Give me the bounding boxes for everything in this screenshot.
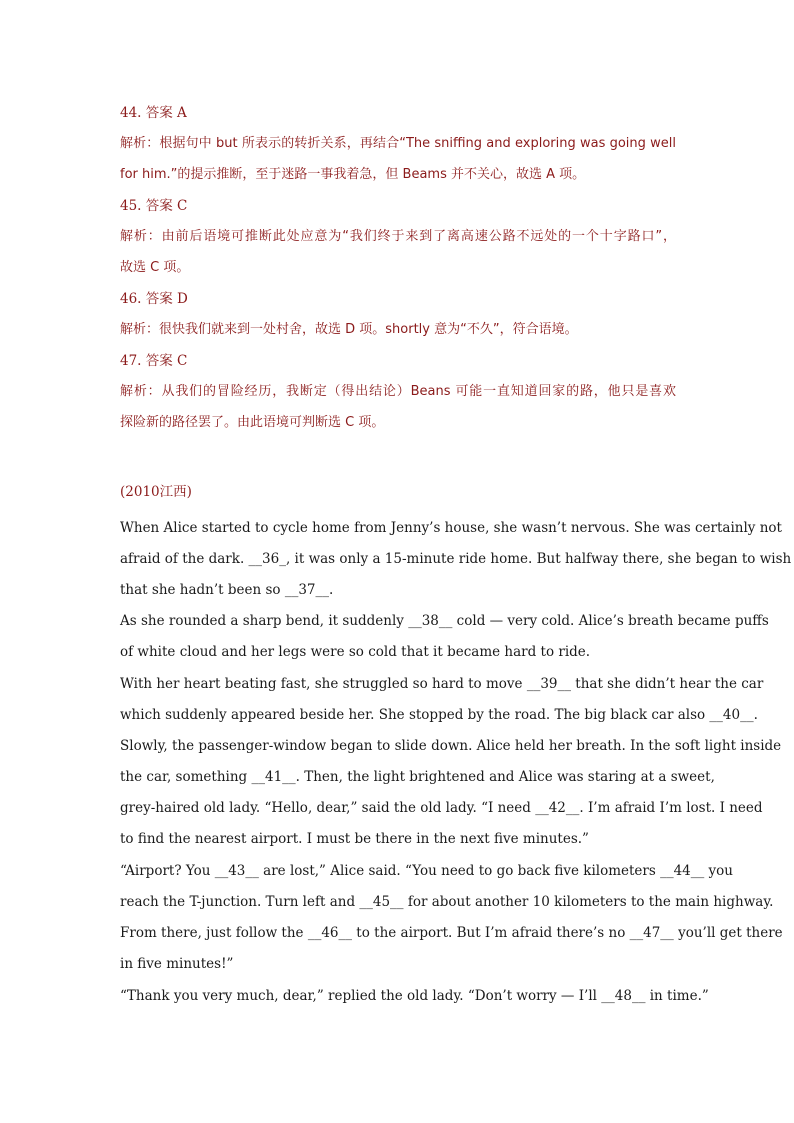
passage-line: With her heart beating fast, she struggled so hard to move __39__ that she didn’t hear the car — [120, 676, 764, 692]
passage-source: (2010江西) — [120, 484, 192, 500]
answer-45-heading: 45. 答案 C — [120, 198, 188, 214]
passage-line: As she rounded a sharp bend, it suddenly __38__ cold — very cold. Alice’s breath became puffs — [120, 613, 769, 629]
passage-line: “Airport? You __43__ are lost,” Alice said. “You need to go back five kilometers __44__ you — [120, 863, 734, 879]
answer-47-explanation-line-2: 探险新的路径罢了。由此语境可判断选 C 项。 — [120, 415, 385, 430]
answer-45-explanation-line-1: 解析：由前后语境可推断此处应意为“我们终于来到了离高速公路不远处的一个十字路口”， — [120, 229, 676, 244]
passage-line: afraid of the dark. __36_, it was only a 15-minute ride home. But halfway there, she began to wish — [120, 551, 792, 567]
passage-line: “Thank you very much, dear,” replied the old lady. “Don’t worry — I’ll __48__ in time.” — [120, 988, 709, 1004]
passage-line: From there, just follow the __46__ to the airport. But I’m afraid there’s no __47__ you’ll get there — [120, 925, 783, 941]
passage-line: grey-haired old lady. “Hello, dear,” said the old lady. “I need __42__. I’m afraid I’m lost. I need — [120, 800, 763, 816]
answer-46-heading: 46. 答案 D — [120, 291, 188, 307]
passage-line: to find the nearest airport. I must be there in the next five minutes.” — [120, 831, 589, 847]
answer-44-explanation-line-1: 解析：根据句中 but 所表示的转折关系，再结合“The sniffing and exploring was going well — [120, 136, 676, 151]
passage-line: that she hadn’t been so __37__. — [120, 582, 334, 598]
answer-44-heading: 44. 答案 A — [120, 105, 187, 121]
answer-47-explanation-line-1: 解析：从我们的冒险经历，我断定（得出结论）Beans 可能一直知道回家的路，他只是喜欢 — [120, 384, 676, 399]
answer-47-heading: 47. 答案 C — [120, 353, 188, 369]
passage-line: Slowly, the passenger-window began to slide down. Alice held her breath. In the soft light inside — [120, 738, 782, 754]
passage-line: of white cloud and her legs were so cold that it became hard to ride. — [120, 644, 591, 660]
passage-line: in five minutes!” — [120, 956, 234, 972]
passage-line: the car, something __41__. Then, the light brightened and Alice was staring at a sweet, — [120, 769, 715, 785]
answer-45-explanation-line-2: 故选 C 项。 — [120, 260, 190, 275]
answer-44-explanation-line-2: for him.”的提示推断，至于迷路一事我着急，但 Beams 并不关心，故选 A 项。 — [120, 167, 586, 182]
passage-line: which suddenly appeared beside her. She stopped by the road. The big black car also __40__. — [120, 707, 758, 723]
passage-line: reach the T-junction. Turn left and __45__ for about another 10 kilometers to the main highway. — [120, 894, 774, 910]
answer-46-explanation-line-1: 解析：很快我们就来到一处村舍，故选 D 项。shortly 意为“不久”，符合语境。 — [120, 322, 578, 337]
passage-line: When Alice started to cycle home from Jenny’s house, she wasn’t nervous. She was certainly not — [120, 520, 782, 536]
